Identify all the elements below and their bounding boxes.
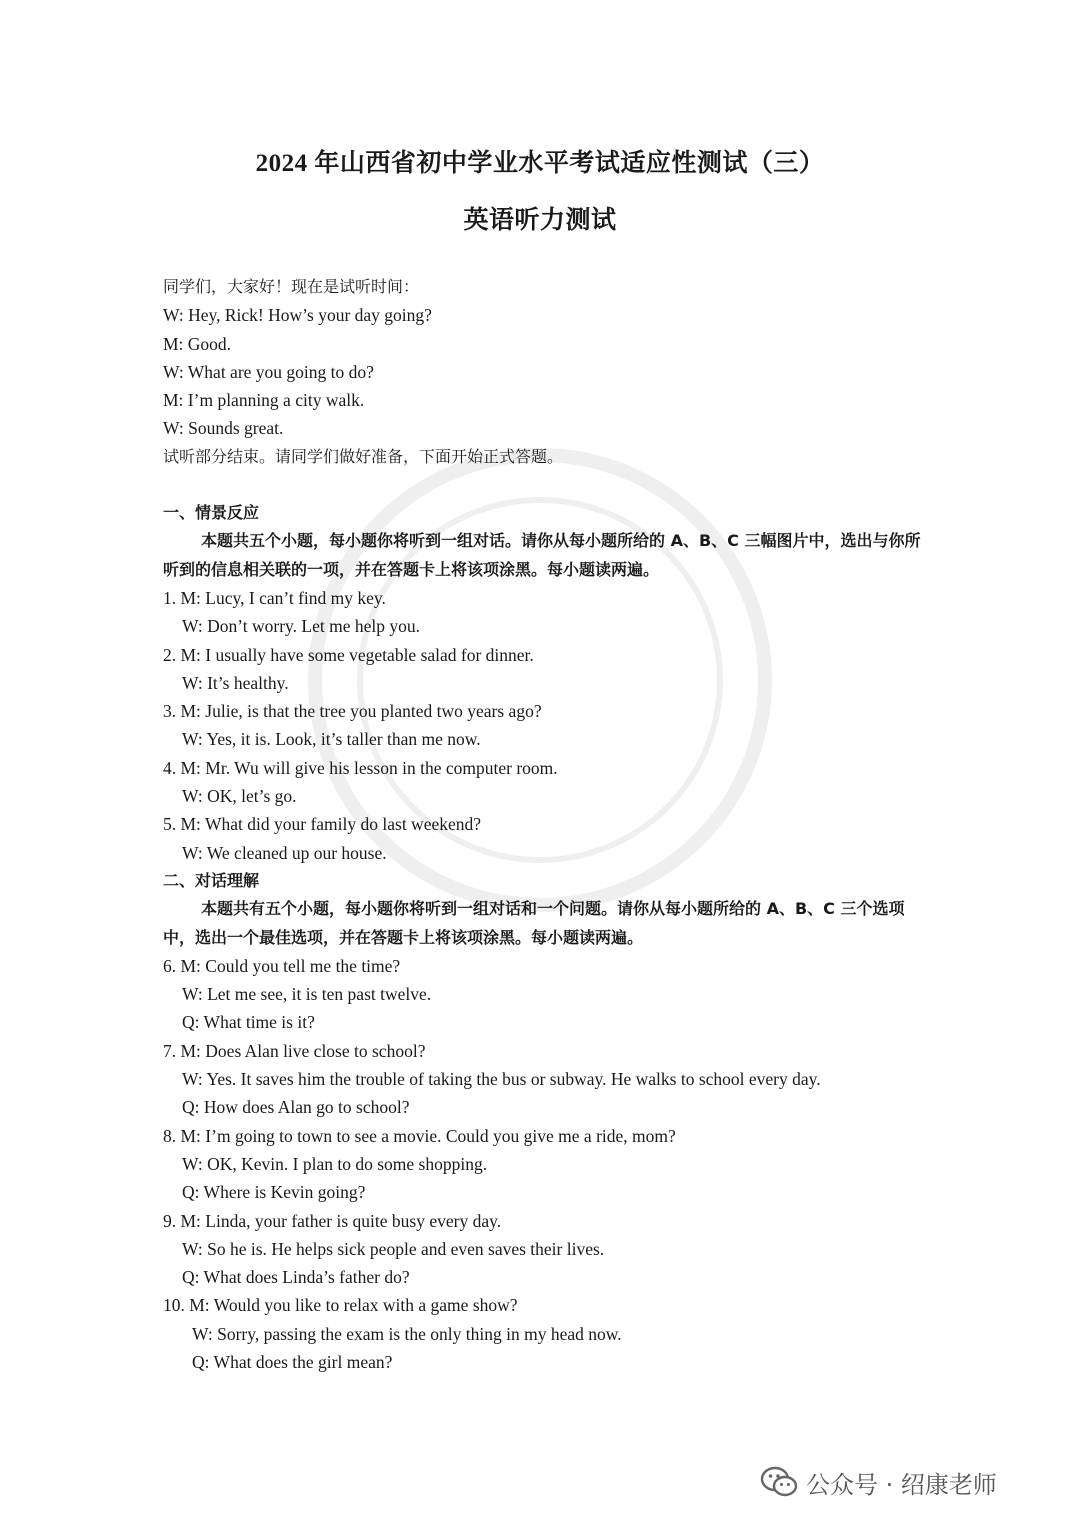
answer-line: W: Yes, it is. Look, it’s taller than me now. bbox=[182, 729, 481, 750]
query-line: Q: What does Linda’s father do? bbox=[182, 1267, 410, 1288]
answer-line: W: It’s healthy. bbox=[182, 672, 289, 693]
footer-text: 公众号 · 绍康老师 bbox=[806, 1470, 997, 1499]
query-line: Q: How does Alan go to school? bbox=[182, 1097, 410, 1118]
trial-line: W: Hey, Rick! How’s your day going? bbox=[163, 305, 432, 326]
exam-body bbox=[163, 273, 933, 1376]
wechat-icon bbox=[760, 1465, 798, 1499]
question-line: 6. M: Could you tell me the time? bbox=[163, 955, 401, 976]
answer-line: W: OK, let’s go. bbox=[182, 786, 297, 807]
trial-line: M: Good. bbox=[163, 333, 232, 354]
question-line: 7. M: Does Alan live close to school? bbox=[163, 1040, 426, 1061]
answer-line: W: Yes. It saves him the trouble of taking the bus or subway. He walks to school every day. bbox=[182, 1069, 821, 1090]
query-line: Q: What time is it? bbox=[182, 1012, 315, 1033]
question-line: 4. M: Mr. Wu will give his lesson in the computer room. bbox=[163, 757, 558, 778]
trial-outro: 试听部分结束。请同学们做好准备，下面开始正式答题。 bbox=[163, 446, 564, 466]
question-line: 10. M: Would you like to relax with a game show? bbox=[163, 1295, 518, 1316]
question-line: 5. M: What did your family do last weekend? bbox=[163, 814, 482, 835]
exam-subtitle: 英语听力测试 bbox=[463, 207, 617, 234]
answer-line: W: So he is. He helps sick people and even saves their lives. bbox=[182, 1238, 605, 1259]
answer-line: W: Sorry, passing the exam is the only thing in my head now. bbox=[192, 1323, 622, 1344]
section2-instruction: 本题共有五个小题，每小题你将听到一组对话和一个问题。请你从每小题所给的 A、B、C 三个选项中，选出一个最佳选项，并在答题卡上将该项涂黑。每小题读两遍。 bbox=[163, 899, 905, 947]
section1-instruction: 本题共五个小题，每小题你将听到一组对话。请你从每小题所给的 A、B、C 三幅图片中，选出与你所听到的信息相关联的一项，并在答题卡上将该项涂黑。每小题读两遍。 bbox=[163, 531, 921, 579]
question-line: 3. M: Julie, is that the tree you planted two years ago? bbox=[163, 701, 542, 722]
trial-line: M: I’m planning a city walk. bbox=[163, 390, 365, 411]
section2-heading: 二、对话理解 bbox=[163, 870, 260, 890]
trial-line: W: Sounds great. bbox=[163, 418, 284, 439]
trial-intro: 同学们，大家好！现在是试听时间： bbox=[163, 277, 420, 296]
answer-line: W: OK, Kevin. I plan to do some shopping. bbox=[182, 1153, 488, 1174]
question-line: 9. M: Linda, your father is quite busy every day. bbox=[163, 1210, 502, 1231]
exam-title: 2024 年山西省初中学业水平考试适应性测试（三） bbox=[255, 150, 825, 177]
answer-line: W: We cleaned up our house. bbox=[182, 842, 387, 863]
footer-watermark bbox=[760, 1462, 997, 1502]
section1-heading: 一、情景反应 bbox=[163, 503, 260, 523]
answer-line: W: Let me see, it is ten past twelve. bbox=[182, 984, 432, 1005]
question-line: 8. M: I’m going to town to see a movie. Could you give me a ride, mom? bbox=[163, 1125, 676, 1146]
query-line: Q: What does the girl mean? bbox=[192, 1351, 393, 1372]
question-line: 2. M: I usually have some vegetable salad for dinner. bbox=[163, 644, 534, 665]
answer-line: W: Don’t worry. Let me help you. bbox=[182, 616, 420, 637]
query-line: Q: Where is Kevin going? bbox=[182, 1182, 366, 1203]
question-line: 1. M: Lucy, I can’t find my key. bbox=[163, 587, 386, 608]
trial-line: W: What are you going to do? bbox=[163, 361, 374, 382]
